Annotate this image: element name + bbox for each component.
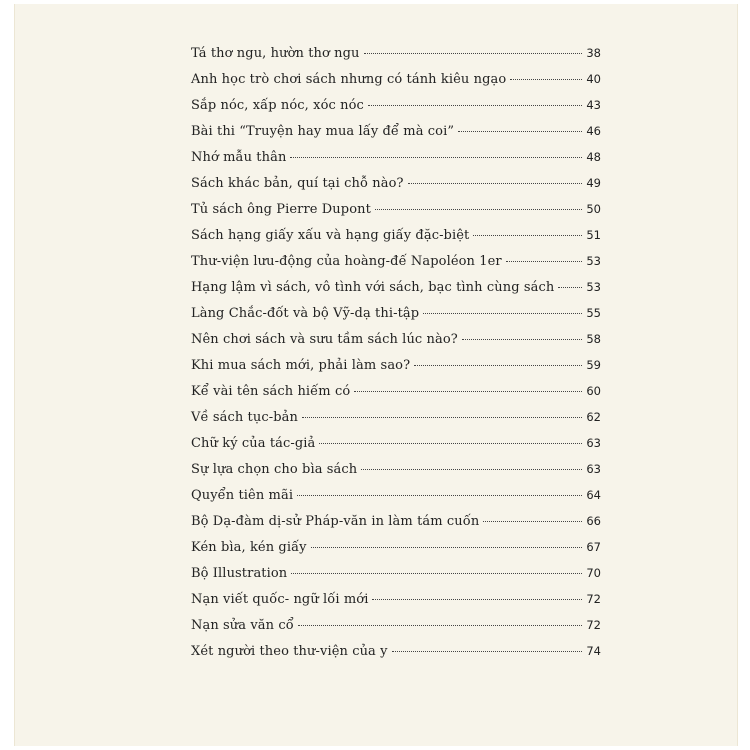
toc-entry-page-number: 55: [586, 306, 601, 320]
toc-entry-title: Sách hạng giấy xấu và hạng giấy đặc-biệt: [191, 228, 470, 243]
toc-entry-page-number: 48: [586, 150, 601, 164]
toc-dot-leader: [473, 234, 582, 236]
toc-entry: [191, 254, 601, 278]
toc-entry-page-number: 66: [586, 514, 601, 528]
toc-dot-leader: [372, 598, 582, 600]
toc-entry: [191, 566, 601, 590]
toc-dot-leader: [458, 130, 582, 132]
toc-entry-title: Bộ Dạ-đàm dị-sử Pháp-văn in làm tám cuốn: [191, 514, 480, 529]
toc-entry: [191, 98, 601, 122]
toc-entry: [191, 618, 601, 642]
toc-entry-title: Thư-viện lưu-động của hoàng-đế Napoléon 1er: [191, 254, 502, 269]
toc-entry-page-number: 51: [586, 228, 601, 242]
toc-entry: [191, 202, 601, 226]
toc-entry: [191, 436, 601, 460]
toc-entry-page-number: 62: [586, 410, 601, 424]
toc-entry-page-number: 60: [586, 384, 601, 398]
toc-entry-title: Làng Chắc-đốt và bộ Vỹ-dạ thi-tập: [191, 306, 420, 321]
toc-entry-title: Tủ sách ông Pierre Dupont: [191, 202, 371, 217]
toc-entry: [191, 592, 601, 616]
toc-entry: [191, 384, 601, 408]
toc-entry-page-number: 40: [586, 72, 601, 86]
toc-dot-leader: [558, 286, 582, 288]
toc-entry-page-number: 38: [586, 46, 601, 60]
toc-entry: [191, 514, 601, 538]
toc-entry: [191, 72, 601, 96]
toc-dot-leader: [302, 416, 582, 418]
toc-dot-leader: [319, 442, 582, 444]
toc-entry-page-number: 49: [586, 176, 601, 190]
toc-entry-title: Sắp nóc, xấp nóc, xóc nóc: [191, 98, 364, 113]
toc-entry-title: Sự lựa chọn cho bìa sách: [191, 462, 358, 477]
toc-entry-title: Về sách tục-bản: [191, 410, 298, 425]
toc-entry-title: Hạng lậm vì sách, vô tình với sách, bạc tình cùng sách: [191, 280, 555, 295]
toc-entry-page-number: 43: [586, 98, 601, 112]
toc-entry: [191, 280, 601, 304]
toc-dot-leader: [506, 260, 583, 262]
toc-entry-page-number: 67: [586, 540, 601, 554]
toc-entry-title: Xét người theo thư-viện của y: [191, 644, 388, 659]
toc-entry-page-number: 58: [586, 332, 601, 346]
toc-dot-leader: [368, 104, 582, 106]
toc-entry: [191, 410, 601, 434]
toc-dot-leader: [392, 650, 583, 652]
toc-dot-leader: [510, 78, 582, 80]
toc-dot-leader: [361, 468, 582, 470]
toc-dot-leader: [408, 182, 583, 184]
toc-entry-page-number: 63: [586, 436, 601, 450]
toc-dot-leader: [414, 364, 582, 366]
toc-dot-leader: [298, 624, 583, 626]
toc-entry-page-number: 46: [586, 124, 601, 138]
toc-entry-page-number: 72: [586, 618, 601, 632]
toc-dot-leader: [291, 572, 582, 574]
toc-entry: [191, 488, 601, 512]
toc-entry: [191, 358, 601, 382]
toc-entry-page-number: 53: [586, 254, 601, 268]
toc-entry-title: Nhớ mẫu thân: [191, 150, 287, 165]
toc-entry: [191, 462, 601, 486]
toc-entry: [191, 540, 601, 564]
toc-entry-title: Khi mua sách mới, phải làm sao?: [191, 358, 411, 373]
toc-entry-page-number: 59: [586, 358, 601, 372]
toc-entry-title: Nạn sửa văn cổ: [191, 618, 294, 633]
toc-entry-page-number: 53: [586, 280, 601, 294]
toc-dot-leader: [354, 390, 582, 392]
toc-entry: [191, 306, 601, 330]
toc-entry: [191, 150, 601, 174]
toc-dot-leader: [297, 494, 582, 496]
toc-dot-leader: [483, 520, 582, 522]
toc-dot-leader: [462, 338, 583, 340]
toc-entry-title: Quyển tiên mãi: [191, 488, 294, 503]
toc-entry-page-number: 50: [586, 202, 601, 216]
toc-entry-page-number: 72: [586, 592, 601, 606]
page-paper: [14, 4, 738, 746]
toc-dot-leader: [364, 52, 583, 54]
toc-entry-page-number: 70: [586, 566, 601, 580]
toc-entry-title: Tá thơ ngu, hườn thơ ngu: [191, 46, 360, 61]
toc-entry-title: Nên chơi sách và sưu tầm sách lúc nào?: [191, 332, 458, 347]
toc-dot-leader: [290, 156, 582, 158]
toc-dot-leader: [375, 208, 582, 210]
toc-entry-title: Sách khác bản, quí tại chỗ nào?: [191, 176, 404, 191]
toc-dot-leader: [423, 312, 582, 314]
toc-entry: [191, 46, 601, 70]
toc-entry-title: Nạn viết quốc- ngữ lối mới: [191, 592, 369, 607]
toc-entry-title: Kén bìa, kén giấy: [191, 540, 307, 555]
toc-entry-page-number: 64: [586, 488, 601, 502]
toc-entry-title: Bộ Illustration: [191, 566, 288, 581]
toc-entry-page-number: 74: [586, 644, 601, 658]
toc-entry: [191, 124, 601, 148]
toc-entry-title: Chữ ký của tác-giả: [191, 436, 316, 451]
toc-entry-page-number: 63: [586, 462, 601, 476]
toc-entry: [191, 176, 601, 200]
toc-entry-title: Bài thi “Truyện hay mua lấy để mà coi”: [191, 124, 455, 139]
toc-entry-title: Kể vài tên sách hiếm có: [191, 384, 351, 399]
toc-entry: [191, 228, 601, 252]
toc-entry-title: Anh học trò chơi sách nhưng có tánh kiêu ngạo: [191, 72, 507, 87]
toc-entry: [191, 332, 601, 356]
toc-dot-leader: [311, 546, 583, 548]
toc-entry: [191, 644, 601, 668]
